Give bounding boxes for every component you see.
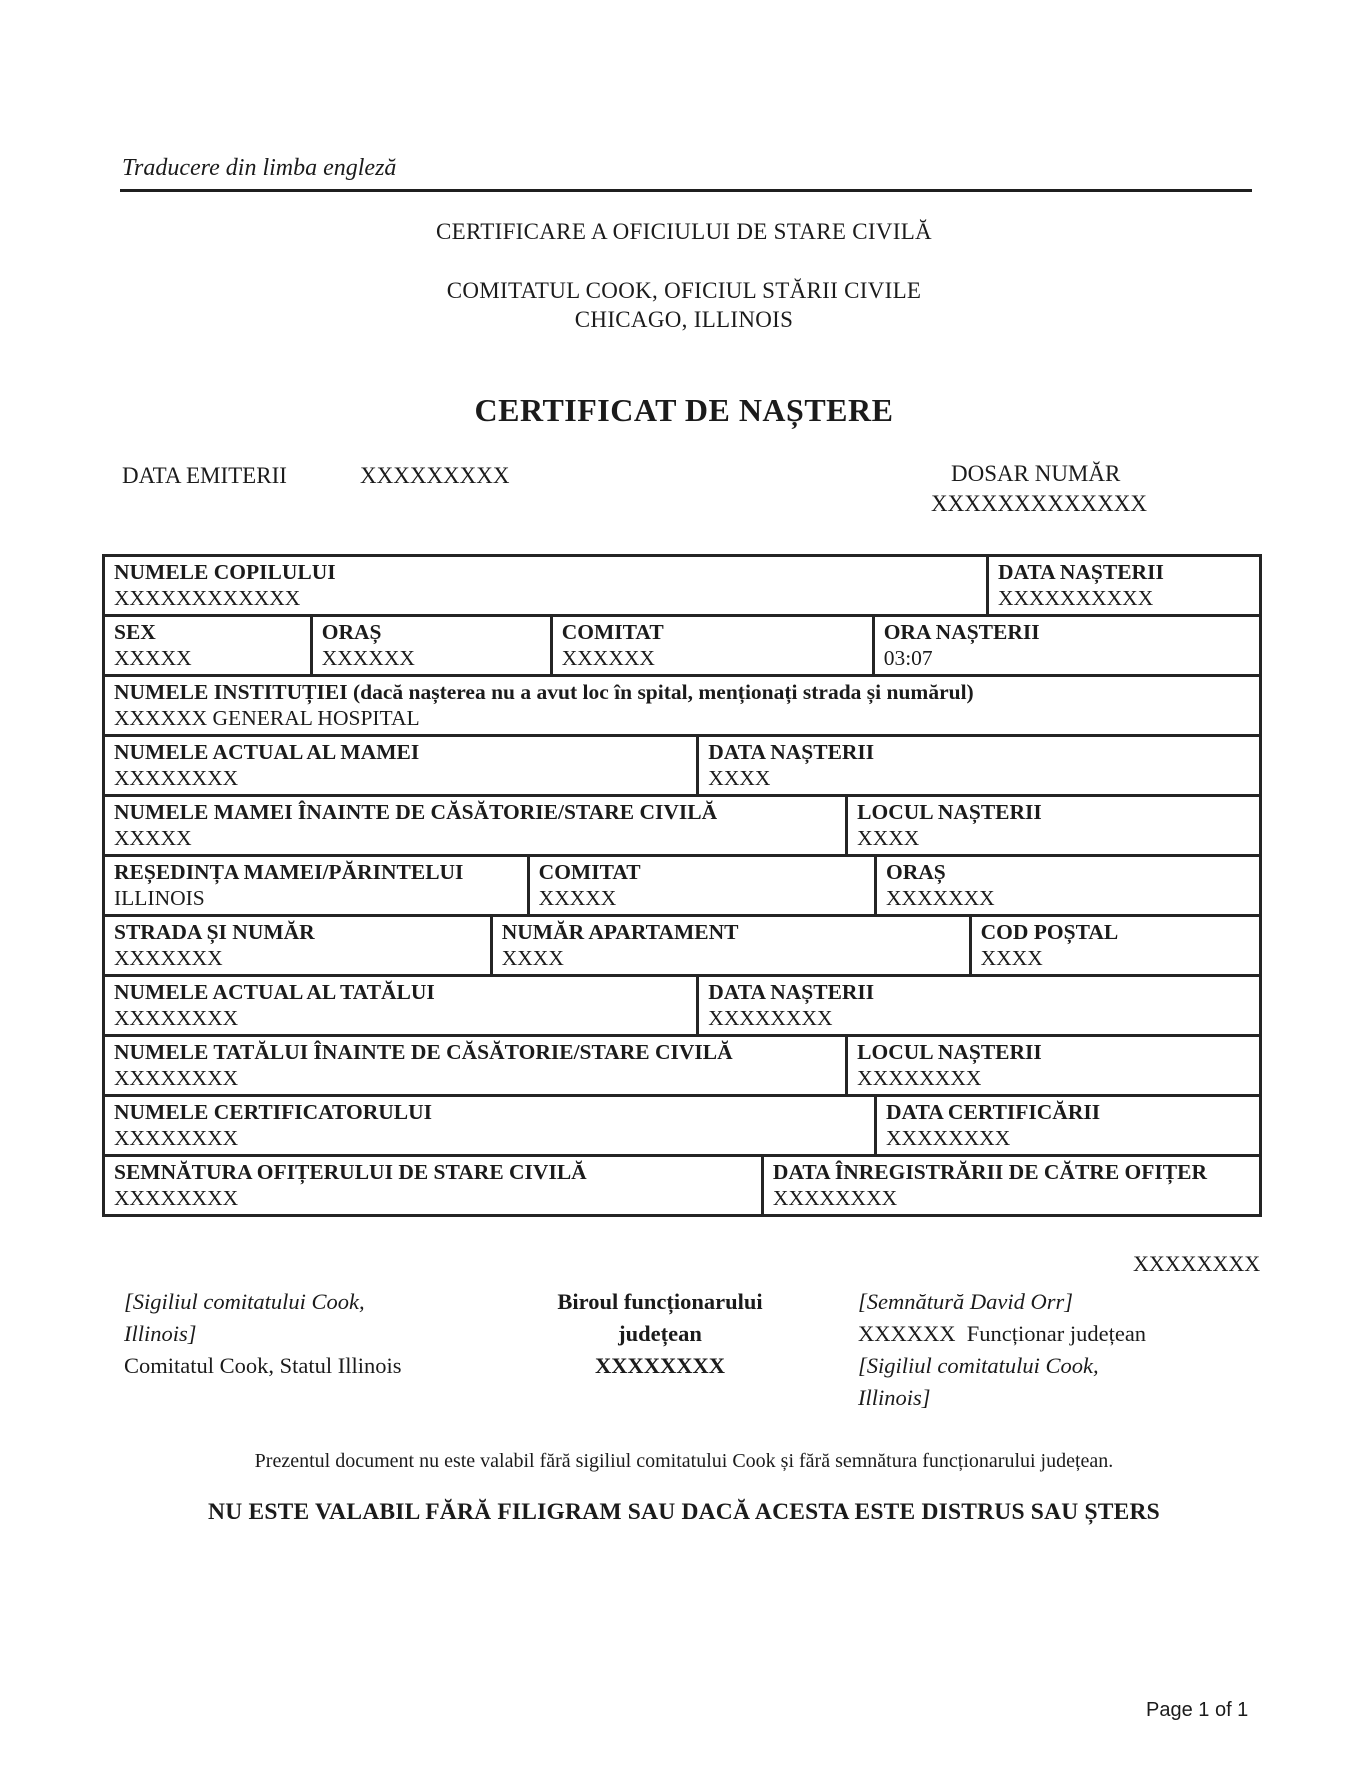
birth-certificate-table bbox=[102, 554, 1262, 1217]
table-row bbox=[105, 857, 1259, 917]
reference-number: XXXXXXXX bbox=[1133, 1251, 1261, 1276]
cell-label: NUMELE MAMEI ÎNAINTE DE CĂSĂTORIE/STARE CIVILĂ bbox=[114, 800, 718, 824]
cell-label: NUMELE COPILULUI bbox=[114, 560, 336, 584]
child-name-cell bbox=[105, 557, 989, 614]
table-row bbox=[105, 977, 1259, 1037]
street-number-cell bbox=[105, 917, 493, 974]
issue-date-label: DATA EMITERII bbox=[122, 463, 287, 488]
cell-value: XXXXXXXX bbox=[114, 1066, 239, 1090]
city-cell bbox=[313, 617, 553, 674]
signature-block-right bbox=[858, 1286, 1238, 1414]
validity-disclaimer: Prezentul document nu este valabil fără sigiliul comitatului Cook și fără semnătura funcționarului județean. bbox=[254, 1450, 1114, 1472]
mother-birthplace-cell bbox=[848, 797, 1259, 854]
cell-value: XXXXXXXX bbox=[886, 1126, 1011, 1150]
cell-label: DATA NAȘTERII bbox=[708, 980, 875, 1004]
cell-value: XXXXX bbox=[538, 886, 617, 910]
cell-value: XXXXXXXX bbox=[708, 1006, 833, 1030]
cell-label: NUMELE INSTITUȚIEI (dacă nașterea nu a avut loc în spital, menționați strada și numărul) bbox=[114, 680, 974, 704]
issue-date-value: XXXXXXXXX bbox=[360, 463, 510, 488]
cell-value: ILLINOIS bbox=[114, 886, 205, 910]
cell-label: COD POȘTAL bbox=[980, 920, 1119, 944]
county-cell bbox=[553, 617, 875, 674]
table-row bbox=[105, 1037, 1259, 1097]
table-row bbox=[105, 557, 1259, 617]
certifier-name-cell bbox=[105, 1097, 877, 1154]
table-row bbox=[105, 737, 1259, 797]
father-birthdate-cell bbox=[699, 977, 1259, 1034]
translator-note: Traducere din limba engleză bbox=[122, 155, 397, 181]
page-number: Page 1 of 1 bbox=[1146, 1699, 1249, 1721]
clerk-office-title-line2: județean bbox=[618, 1321, 702, 1346]
father-birthplace-cell bbox=[848, 1037, 1259, 1094]
postal-code-cell bbox=[972, 917, 1259, 974]
cell-value: XXXXXX bbox=[321, 646, 415, 670]
cell-value: XXXXXX bbox=[561, 646, 655, 670]
table-row bbox=[105, 1157, 1259, 1214]
cell-label: DATA NAȘTERII bbox=[997, 560, 1164, 584]
cell-value: XXXXXXX bbox=[886, 886, 995, 910]
clerk-office-title-line1: Biroul funcționarului bbox=[557, 1289, 763, 1314]
seal-note-left bbox=[124, 1286, 464, 1382]
cell-label: ORAȘ bbox=[886, 860, 946, 884]
cell-label: LOCUL NAȘTERII bbox=[857, 1040, 1042, 1064]
cell-value: XXXXXXXX bbox=[114, 1186, 239, 1210]
registration-date-cell bbox=[764, 1157, 1259, 1214]
sex-cell bbox=[105, 617, 313, 674]
document-title: CERTIFICAT DE NAȘTERE bbox=[474, 392, 894, 428]
cell-value: XXXXXXXX bbox=[114, 1006, 239, 1030]
cell-label: NUMELE ACTUAL AL TATĂLUI bbox=[114, 980, 435, 1004]
clerk-office-block bbox=[490, 1286, 830, 1382]
child-birthdate-cell bbox=[989, 557, 1259, 614]
cell-value: XXXXXXXX bbox=[114, 766, 239, 790]
cell-value: XXXXXXXXXXXX bbox=[114, 586, 301, 610]
cell-label: NUMELE TATĂLUI ÎNAINTE DE CĂSĂTORIE/STARE CIVILĂ bbox=[114, 1040, 733, 1064]
cell-value: XXXX bbox=[857, 826, 920, 850]
cell-label: DATA CERTIFICĂRII bbox=[886, 1100, 1101, 1124]
header-rule bbox=[120, 189, 1252, 192]
father-premarriage-name-cell bbox=[105, 1037, 848, 1094]
cell-label: ORAȘ bbox=[321, 620, 382, 644]
residence-county-cell bbox=[530, 857, 877, 914]
cell-label: NUMELE ACTUAL AL MAMEI bbox=[114, 740, 420, 764]
office-certification-heading: CERTIFICARE A OFICIULUI DE STARE CIVILĂ bbox=[436, 219, 932, 244]
cell-label: NUMĂR APARTAMENT bbox=[501, 920, 739, 944]
table-row bbox=[105, 677, 1259, 737]
cell-value: XXXXX bbox=[114, 646, 192, 670]
clerk-office-value: XXXXXXXX bbox=[595, 1353, 725, 1378]
apartment-number-cell bbox=[493, 917, 972, 974]
cell-label: ORA NAȘTERII bbox=[883, 620, 1040, 644]
watermark-warning: NU ESTE VALABIL FĂRĂ FILIGRAM SAU DACĂ ACESTA ESTE DISTRUS SAU ȘTERS bbox=[208, 1499, 1160, 1525]
table-row bbox=[105, 797, 1259, 857]
cell-label: COMITAT bbox=[538, 860, 641, 884]
county-state-line: Comitatul Cook, Statul Illinois bbox=[124, 1353, 402, 1378]
cell-value: XXXXXXXX bbox=[114, 1126, 239, 1150]
mother-maiden-name-cell bbox=[105, 797, 848, 854]
cell-value: 03:07 bbox=[883, 646, 933, 670]
cell-value: XXXXX bbox=[114, 826, 192, 850]
cell-value: XXXX bbox=[708, 766, 771, 790]
cell-label: SEX bbox=[114, 620, 156, 644]
cell-label: SEMNĂTURA OFIȚERULUI DE STARE CIVILĂ bbox=[114, 1160, 587, 1184]
clerk-name-line: XXXXXX Funcționar județean bbox=[858, 1321, 1147, 1346]
city-heading: CHICAGO, ILLINOIS bbox=[574, 307, 794, 332]
seal-note-left-line2: Illinois] bbox=[124, 1321, 197, 1346]
cell-label: DATA ÎNREGISTRĂRII DE CĂTRE OFIȚER bbox=[772, 1160, 1207, 1184]
file-number-value: XXXXXXXXXXXXX bbox=[931, 491, 1147, 516]
file-number-label: DOSAR NUMĂR bbox=[951, 461, 1121, 486]
seal-note-left-line1: [Sigiliul comitatului Cook, bbox=[124, 1289, 365, 1314]
institution-name-cell bbox=[105, 677, 1259, 734]
mother-birthdate-cell bbox=[699, 737, 1259, 794]
cell-label: STRADA ȘI NUMĂR bbox=[114, 920, 315, 944]
cell-value: XXXXXXX bbox=[114, 946, 223, 970]
birth-hour-cell bbox=[875, 617, 1259, 674]
cell-value: XXXX bbox=[980, 946, 1043, 970]
father-current-name-cell bbox=[105, 977, 699, 1034]
mother-current-name-cell bbox=[105, 737, 699, 794]
table-row bbox=[105, 617, 1259, 677]
cell-label: REȘEDINȚA MAMEI/PĂRINTELUI bbox=[114, 860, 464, 884]
signature-note: [Semnătură David Orr] bbox=[858, 1289, 1074, 1314]
seal-note-right-line1: [Sigiliul comitatului Cook, bbox=[858, 1353, 1099, 1378]
cell-value: XXXXXXXX bbox=[772, 1186, 898, 1210]
cell-value: XXXX bbox=[501, 946, 564, 970]
cell-label: NUMELE CERTIFICATORULUI bbox=[114, 1100, 433, 1124]
cell-label: COMITAT bbox=[561, 620, 664, 644]
cell-label: LOCUL NAȘTERII bbox=[857, 800, 1042, 824]
mother-residence-cell bbox=[105, 857, 530, 914]
cell-value: XXXXXX GENERAL HOSPITAL bbox=[114, 706, 420, 730]
cell-value: XXXXXXXXXX bbox=[997, 586, 1154, 610]
table-row bbox=[105, 917, 1259, 977]
table-row bbox=[105, 1097, 1259, 1157]
certification-date-cell bbox=[877, 1097, 1259, 1154]
cell-value: XXXXXXXX bbox=[857, 1066, 982, 1090]
seal-note-right-line2: Illinois] bbox=[858, 1385, 931, 1410]
county-office-heading: COMITATUL COOK, OFICIUL STĂRII CIVILE bbox=[446, 278, 922, 303]
cell-label: DATA NAȘTERII bbox=[708, 740, 875, 764]
registrar-signature-cell bbox=[105, 1157, 764, 1214]
residence-city-cell bbox=[877, 857, 1259, 914]
